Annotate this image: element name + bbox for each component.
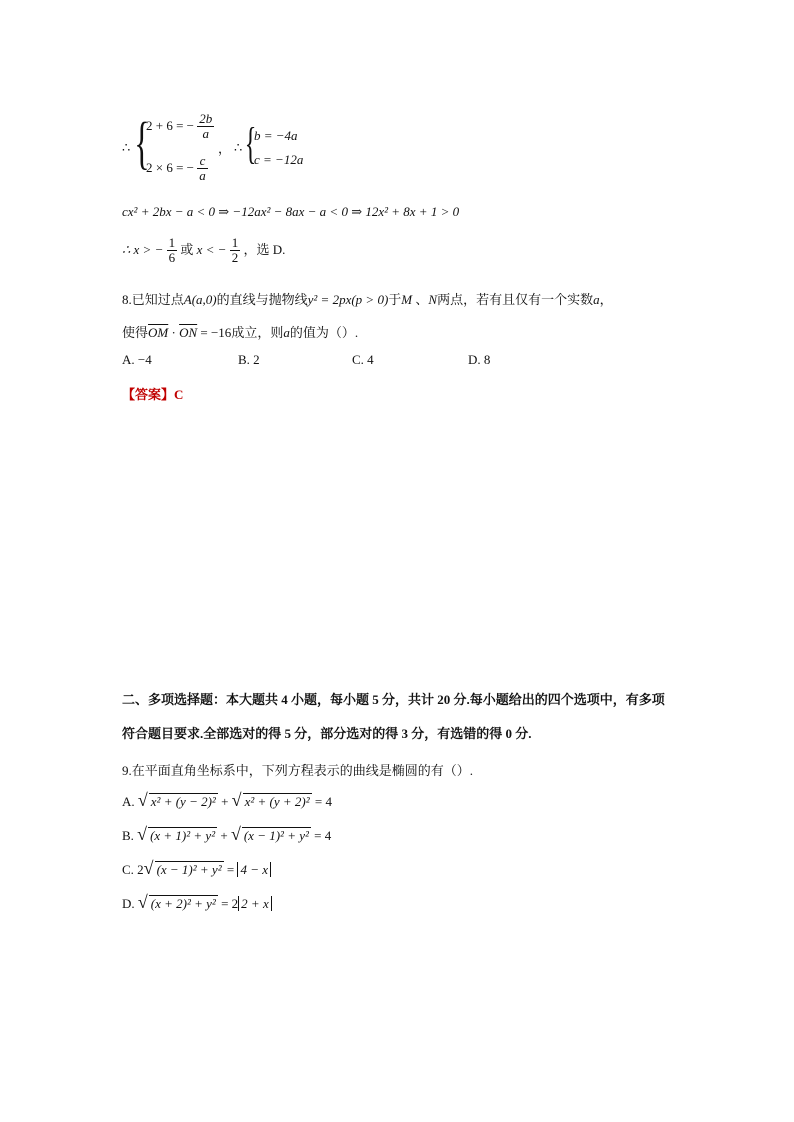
sqrt-symbol: √ xyxy=(137,892,148,912)
absolute-value: 2 + x xyxy=(238,896,272,911)
q8-line2: 使得$\overline{OM} \cdot \overline{ON} = -16$成立，则a的值为（）. xyxy=(122,325,359,340)
q9-option-b: B. √ (x + 1)² + y² + √ (x − 1)² + y² = 4 xyxy=(122,824,332,844)
q8-option-b: B. 2 xyxy=(238,352,260,367)
fraction-one-sixth: $\frac{1}{6}$ xyxy=(168,235,176,266)
q9-option-d: D. √ (x + 2)² + y² = 2 2 + x xyxy=(122,892,272,913)
q9-stem: 9.在平面直角坐标系中，下列方程表示的曲线是椭圆的有（）. xyxy=(122,763,474,778)
absolute-value: 4 − x xyxy=(237,862,271,877)
q8-answer: 【答案】C xyxy=(122,387,184,402)
system1-line1: 2 + 6 = − $\frac{2b}{a}$ xyxy=(146,111,213,142)
sqrt-symbol: √ xyxy=(143,858,154,878)
sqrt-symbol: √ xyxy=(137,790,148,810)
system1-line2: 2 × 6 = − $\frac{c}{a}$ xyxy=(146,153,206,184)
left-brace-2: { xyxy=(244,119,257,168)
result-line: ∴ x > − $\frac{1}{6}$ 或 x < − $\frac{1}{2}$ ，选 D. xyxy=(122,235,286,266)
parabola-eq: y² = 2px(p > 0) xyxy=(307,292,389,307)
fraction-c-over-a: $\frac{c}{a}$ xyxy=(199,153,206,184)
q9-option-c: C. 2√ (x − 1)² + y² = 4 − x xyxy=(122,858,271,879)
left-brace-1: { xyxy=(134,110,150,175)
q8-line1: 8.已知过点A(a,0)的直线与抛物线y² = 2px(p > 0)于M 、N两点，若有且仅有一个实数a， xyxy=(122,292,613,307)
vector-on: $\overline{ON}$ xyxy=(179,325,198,340)
therefore-symbol: ∴ xyxy=(122,140,131,155)
section2-line2: 符合题目要求.全部选对的得 5 分，部分选对的得 3 分，有选错的得 0 分. xyxy=(122,726,532,741)
q8-option-a: A. −4 xyxy=(122,352,152,367)
fraction-one-half: $\frac{1}{2}$ xyxy=(231,235,239,266)
sqrt-symbol: √ xyxy=(230,824,241,844)
inequality-chain: cx² + 2bx − a < 0 ⇒ −12ax² − 8ax − a < 0 ⇒ 12x² + 8x + 1 > 0 xyxy=(122,204,460,219)
system2-line2: c = −12a xyxy=(254,152,304,167)
sqrt-symbol: √ xyxy=(231,790,242,810)
vector-om: $\overline{OM}$ xyxy=(148,325,169,340)
therefore-symbol-2: ∴ xyxy=(234,140,243,155)
system2-line1: b = −4a xyxy=(254,128,298,143)
sqrt-symbol: √ xyxy=(137,824,148,844)
fraction-2b-over-a: $\frac{2b}{a}$ xyxy=(199,111,213,142)
q8-option-c: C. 4 xyxy=(352,352,374,367)
point-A: A(a,0) xyxy=(183,292,217,307)
comma-separator: ， xyxy=(218,141,232,156)
section2-line1: 二、多项选择题：本大题共 4 小题，每小题 5 分，共计 20 分.每小题给出的四个选项中，有多项 xyxy=(122,692,665,707)
q8-option-d: D. 8 xyxy=(468,352,491,367)
q9-option-a: A. √ x² + (y − 2)² + √ x² + (y + 2)² = 4 xyxy=(122,790,332,810)
